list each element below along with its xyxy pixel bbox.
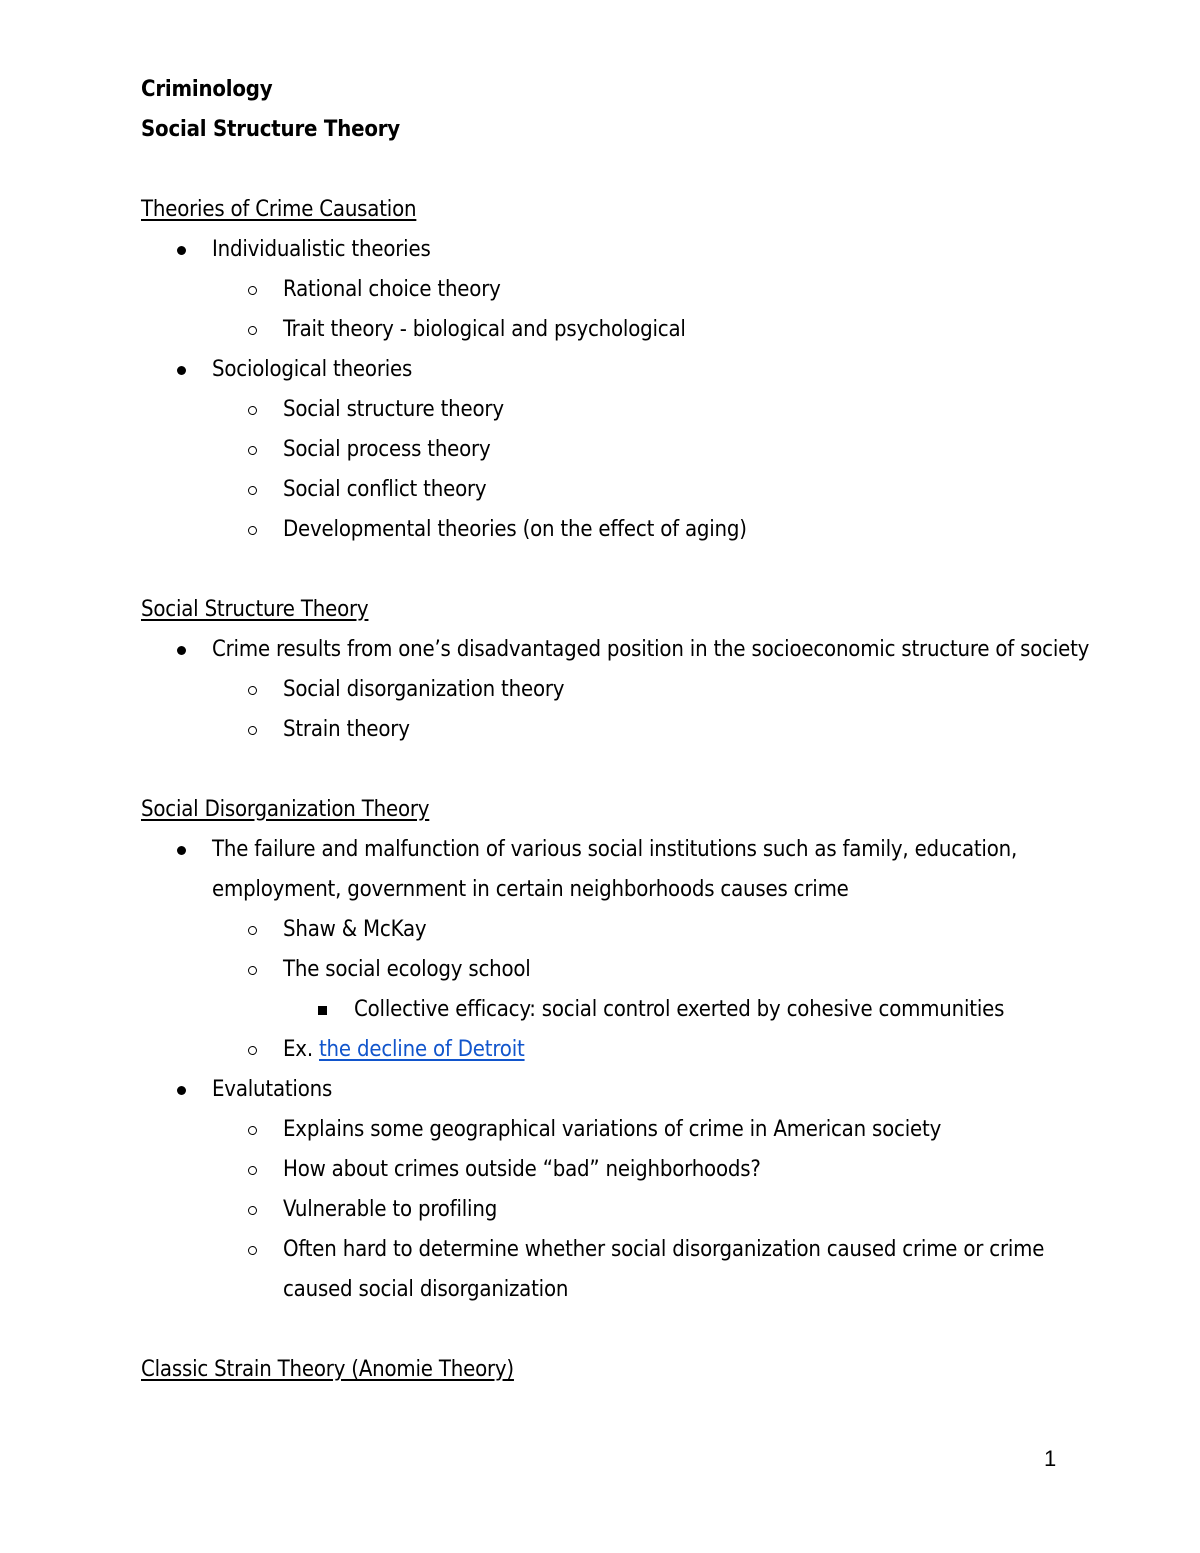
list-item: Explains some geographical variations of crime in American society <box>141 1110 1101 1150</box>
list-item: The failure and malfunction of various social institutions such as family, education, employment, government in certain neighborhoods causes crime <box>141 830 1101 910</box>
hollow-circle-bullet-icon <box>248 510 257 550</box>
list-item: Vulnerable to profiling <box>141 1190 1101 1230</box>
list-item: Developmental theories (on the effect of aging) <box>141 510 1101 550</box>
blank-line <box>141 150 1101 190</box>
document-subtitle: Social Structure Theory <box>141 117 401 142</box>
hollow-circle-bullet-icon <box>248 470 257 510</box>
hollow-circle-bullet-icon <box>248 670 257 710</box>
list-item: Ex. the decline of Detroit <box>141 1030 1101 1070</box>
blank-line <box>141 750 1101 790</box>
section-heading-social-disorganization: Social Disorganization Theory <box>141 797 430 822</box>
list-item: Trait theory - biological and psychological <box>141 310 1101 350</box>
blank-line <box>141 1310 1101 1350</box>
list-item: Shaw & McKay <box>141 910 1101 950</box>
list-item: Individualistic theories <box>141 230 1101 270</box>
list-item: Social process theory <box>141 430 1101 470</box>
section-heading-classic-strain: Classic Strain Theory (Anomie Theory) <box>141 1357 514 1382</box>
document-title: Criminology <box>141 77 273 102</box>
hollow-circle-bullet-icon <box>248 950 257 990</box>
list-item: Sociological theories <box>141 350 1101 390</box>
list-item: Social disorganization theory <box>141 670 1101 710</box>
filled-circle-bullet-icon <box>177 830 186 870</box>
list-item: Social conflict theory <box>141 470 1101 510</box>
list-item: Evalutations <box>141 1070 1101 1110</box>
hollow-circle-bullet-icon <box>248 1110 257 1150</box>
page-number: 1 <box>1044 1446 1057 1471</box>
section-heading-crime-causation: Theories of Crime Causation <box>141 197 417 222</box>
hollow-circle-bullet-icon <box>248 270 257 310</box>
list-item: How about crimes outside “bad” neighborhoods? <box>141 1150 1101 1190</box>
filled-square-bullet-icon <box>318 990 327 1030</box>
hollow-circle-bullet-icon <box>248 1190 257 1230</box>
list-item: Crime results from one’s disadvantaged position in the socioeconomic structure of society <box>141 630 1101 670</box>
list-item: Rational choice theory <box>141 270 1101 310</box>
filled-circle-bullet-icon <box>177 350 186 390</box>
list-item: Social structure theory <box>141 390 1101 430</box>
social-structure-list <box>141 630 1101 750</box>
hollow-circle-bullet-icon <box>248 1230 257 1270</box>
hollow-circle-bullet-icon <box>248 910 257 950</box>
crime-causation-list <box>141 230 1101 550</box>
filled-circle-bullet-icon <box>177 1070 186 1110</box>
decline-of-detroit-link[interactable]: the decline of Detroit <box>319 1037 525 1062</box>
list-item: Strain theory <box>141 710 1101 750</box>
hollow-circle-bullet-icon <box>248 430 257 470</box>
filled-circle-bullet-icon <box>177 230 186 270</box>
hollow-circle-bullet-icon <box>248 710 257 750</box>
social-disorganization-list <box>141 830 1101 1310</box>
hollow-circle-bullet-icon <box>248 1150 257 1190</box>
document-body <box>141 70 1101 1390</box>
list-item: Often hard to determine whether social disorganization caused crime or crime caused social disorganization <box>141 1230 1101 1310</box>
list-item: Collective efficacy: social control exerted by cohesive communities <box>141 990 1101 1030</box>
hollow-circle-bullet-icon <box>248 310 257 350</box>
list-item: The social ecology school <box>141 950 1101 990</box>
hollow-circle-bullet-icon <box>248 390 257 430</box>
section-heading-social-structure: Social Structure Theory <box>141 597 369 622</box>
filled-circle-bullet-icon <box>177 630 186 670</box>
blank-line <box>141 550 1101 590</box>
hollow-circle-bullet-icon <box>248 1030 257 1070</box>
